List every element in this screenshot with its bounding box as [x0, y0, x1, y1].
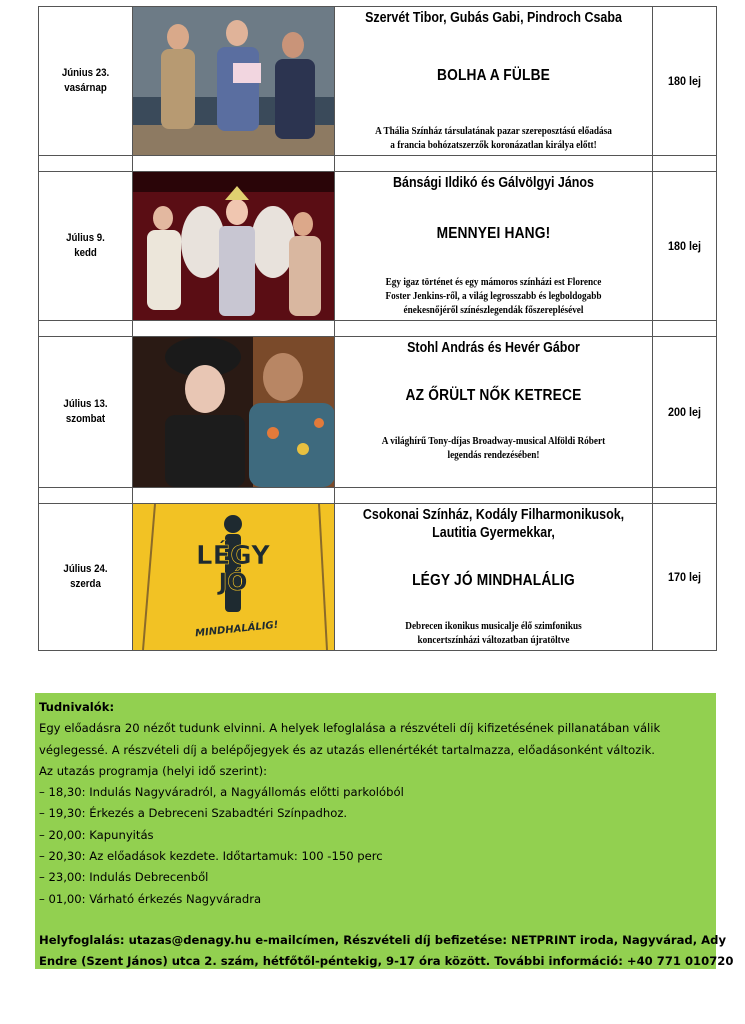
event-description-cell [335, 337, 653, 488]
event-blurb-line: énekesnőjéről színészlegendák főszereplésével [403, 305, 584, 316]
event-description-cell [335, 7, 653, 156]
event-blurb-line: koncertszínházi változatban újratöltve [417, 635, 570, 646]
info-heading: Tudnivalók: [39, 700, 115, 714]
event-description-cell [335, 504, 653, 651]
event-photo-cell [133, 7, 335, 156]
info-line: Egy előadásra 20 nézőt tudunk elvinni. A helyek lefoglalása a részvételi díj kifizetésének pillanatában válik [39, 721, 661, 736]
event-row [39, 504, 717, 651]
event-weekday: vasárnap [64, 82, 107, 94]
event-photo-cell [133, 172, 335, 321]
booking-line: Helyfoglalás: utazas@denagy.hu e-mailcímen, Részvételi díj befizetése: NETPRINT iroda, Nagyvárad, Ady [39, 932, 727, 947]
event-cast: Stohl András és Hevér Gábor [407, 340, 580, 356]
schedule-item: – 20,00: Kapunyitás [39, 827, 154, 842]
event-date: Július 13. [63, 398, 108, 410]
event-title: BOLHA A FÜLBE [436, 67, 551, 84]
schedule-item: – 19,30: Érkezés a Debreceni Szabadtéri Színpadhoz. [39, 806, 348, 821]
event-date: Június 23. [61, 67, 110, 79]
event-poster [133, 504, 335, 650]
event-weekday: szombat [65, 413, 106, 425]
event-title: MENNYEI HANG! [436, 225, 551, 242]
event-title: LÉGY JÓ MINDHALÁLIG [412, 572, 575, 589]
event-price-cell [653, 172, 717, 321]
event-blurb [358, 435, 630, 463]
event-description-cell [335, 172, 653, 321]
info-box [35, 693, 734, 969]
schedule-item: – 23,00: Indulás Debrecenből [39, 870, 209, 885]
event-weekday: szerda [70, 578, 101, 590]
event-photo-cell [133, 337, 335, 488]
event-blurb-line: a francia bohózatszerzők koronázatlan királya előtt! [390, 140, 597, 151]
event-blurb-line: legendás rendezésében! [447, 450, 540, 461]
event-blurb [358, 276, 630, 318]
event-blurb-line: A Thália Színház társulatának pazar szereposztású előadása [375, 126, 612, 137]
event-price-cell [653, 337, 717, 488]
schedule-item: – 18,30: Indulás Nagyváradról, a Nagyállomás előtti parkolóból [39, 785, 404, 800]
spacer-row [39, 488, 717, 504]
event-weekday: kedd [74, 247, 97, 259]
event-blurb-line: A világhírű Tony-díjas Broadway-musical Alföldi Róbert [381, 436, 606, 447]
poster-title-line: LÉGY [196, 541, 270, 571]
event-cast: Bánsági Ildikó és Gálvölgyi János [393, 175, 594, 191]
event-blurb-line: Egy igaz történet és egy mámoros színházi est Florence [385, 277, 602, 288]
poster-title-line: JÓ [218, 568, 248, 596]
event-blurb-line: Debrecen ikonikus musicalje élő szimfonikus [405, 621, 582, 632]
event-row [39, 337, 717, 488]
event-price: 180 lej [667, 239, 702, 253]
event-date-cell [39, 337, 133, 488]
schedule-item: – 01,00: Várható érkezés Nagyváradra [39, 891, 262, 906]
event-photo-cell [133, 504, 335, 651]
event-date-cell [39, 172, 133, 321]
info-line: Az utazás programja (helyi idő szerint): [39, 763, 268, 778]
event-cast-line: Csokonai Színház, Kodály Filharmonikusok, [362, 507, 625, 523]
event-blurb [358, 125, 630, 153]
event-photo [133, 337, 335, 487]
event-cast [361, 506, 627, 542]
spacer-row [39, 321, 717, 337]
poster-subtitle: MINDHALÁLIG! [194, 619, 279, 640]
event-price-cell [653, 7, 717, 156]
event-price: 180 lej [667, 74, 702, 88]
schedule-item: – 20,30: Az előadások kezdete. Időtartamuk: 100 -150 perc [39, 849, 383, 864]
event-date-cell [39, 7, 133, 156]
event-title: AZ ŐRÜLT NŐK KETRECE [405, 387, 582, 404]
event-row [39, 172, 717, 321]
event-photo [133, 172, 335, 320]
info-line: véglegessé. A részvételi díj a belépőjegyek és az utazás ellenértékét tartalmazza, előadásonként változik. [39, 742, 655, 757]
event-row [39, 7, 717, 156]
event-cast-line: Lautitia Gyermekkar, [432, 525, 555, 541]
booking-info [39, 930, 734, 973]
event-date: Július 24. [63, 563, 108, 575]
event-cast: Szervét Tibor, Gubás Gabi, Pindroch Csaba [365, 10, 622, 26]
event-date-cell [39, 504, 133, 651]
event-price: 200 lej [667, 405, 702, 419]
booking-line: Endre (Szent János) utca 2. szám, hétfőtől-péntekig, 9-17 óra között. További információ: +40 771 010720 [39, 954, 734, 969]
event-photo [133, 7, 335, 155]
events-table [38, 6, 717, 651]
event-blurb-line: Foster Jenkins-ről, a világ legrosszabb és legboldogabb [385, 291, 602, 302]
event-price-cell [653, 504, 717, 651]
event-date: Július 9. [66, 232, 105, 244]
spacer-row [39, 156, 717, 172]
event-price: 170 lej [667, 570, 702, 584]
event-blurb [358, 620, 630, 648]
